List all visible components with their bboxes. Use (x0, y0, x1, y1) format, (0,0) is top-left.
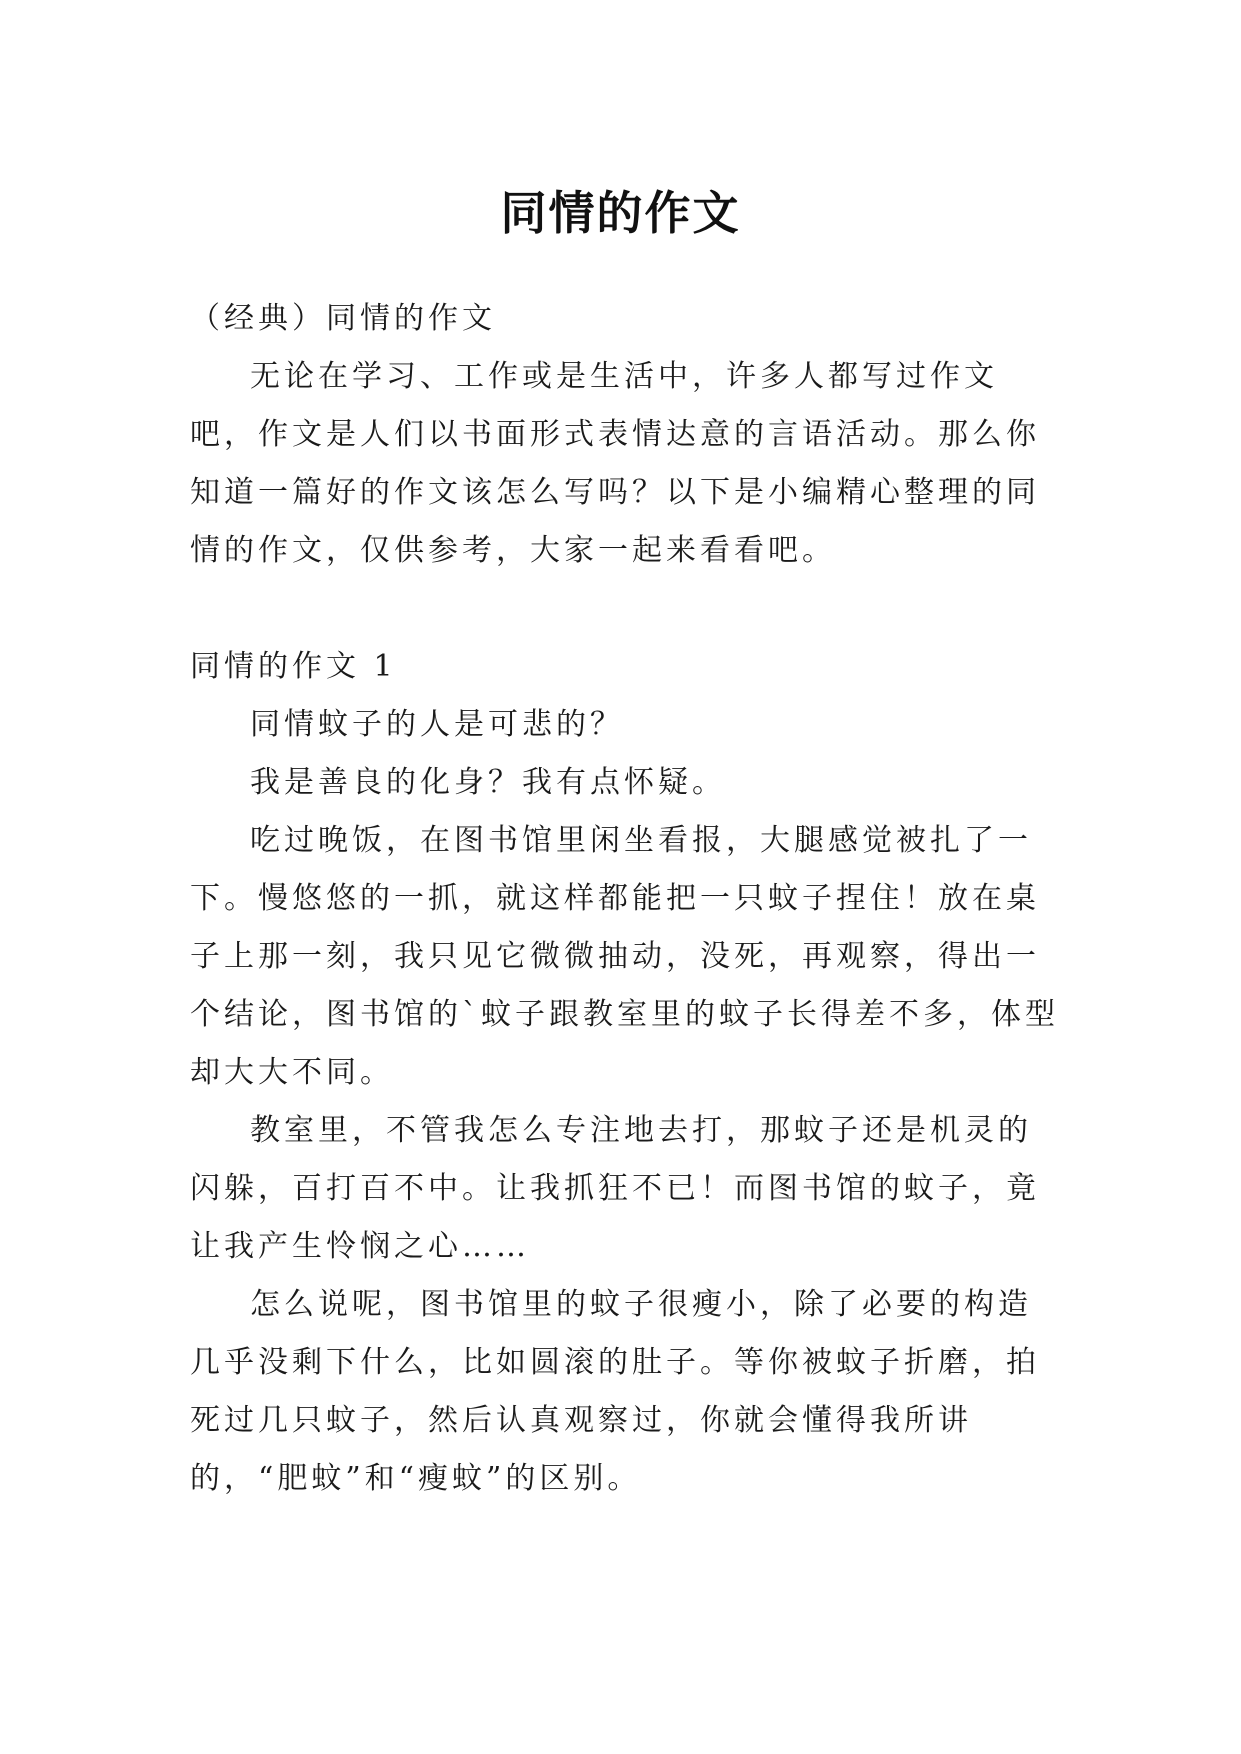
intro-paragraph: 无论在学习、工作或是生活中，许多人都写过作文吧，作文是人们以书面形式表情达意的言语活动。那么你知道一篇好的作文该怎么写吗？以下是小编精心整理的同情的作文，仅供参考，大家一起来看看吧。 (190, 359, 1040, 568)
body-paragraph: 怎么说呢，图书馆里的蚊子很瘦小，除了必要的构造几乎没剩下什么，比如圆滚的肚子。等你被蚊子折磨，拍死过几只蚊子，然后认真观察过，你就会懂得我所讲的，“肥蚊”和“瘦蚊”的区别。 (190, 1287, 1040, 1496)
document-subtitle: （经典）同情的作文 (190, 301, 496, 336)
body-paragraph: 吃过晚饭，在图书馆里闲坐看报，大腿感觉被扎了一下。慢悠悠的一抓，就这样都能把一只蚊子捏住！放在桌子上那一刻，我只见它微微抽动，没死，再观察，得出一个结论，图书馆的`蚊子跟教室里的蚊子长得差不多，体型却大大不同。 (190, 823, 1059, 1090)
section-heading: 同情的作文 1 (190, 649, 397, 684)
page-title: 同情的作文 (500, 185, 741, 240)
document-body (190, 290, 1060, 1508)
body-paragraph: 我是善良的化身？我有点怀疑。 (250, 765, 726, 800)
body-paragraph: 教室里，不管我怎么专注地去打，那蚊子还是机灵的闪躲，百打百不中。让我抓狂不已！而图书馆的蚊子，竟让我产生怜悯之心…… (190, 1113, 1040, 1264)
body-paragraph: 同情蚊子的人是可悲的？ (250, 707, 624, 742)
